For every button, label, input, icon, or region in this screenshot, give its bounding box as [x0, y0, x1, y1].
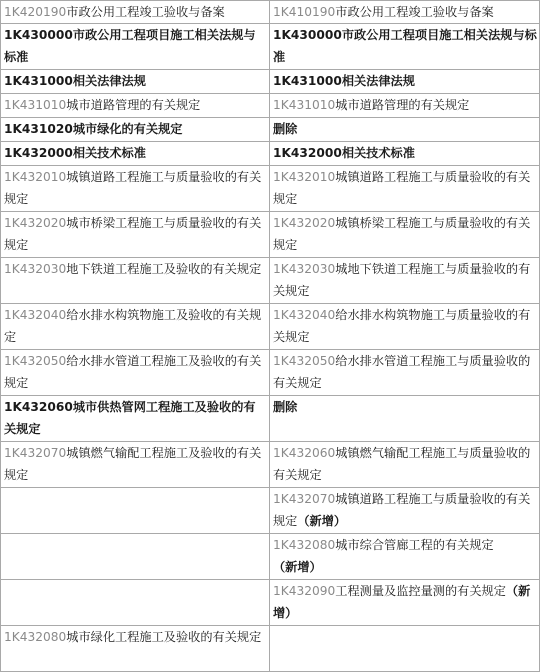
cell-text: [4, 98, 200, 112]
table-row: [1, 118, 540, 142]
cell-text: [273, 5, 494, 19]
section-code: 1K432010: [4, 170, 67, 184]
cell-text: [273, 354, 530, 390]
cell-text: [4, 5, 225, 19]
section-title: 城镇桥梁工程施工与质量验收的有关规定: [273, 216, 531, 252]
table-row: [1, 626, 540, 672]
cell-text: [4, 170, 261, 206]
section-title: 相关法律法规: [341, 74, 415, 88]
old-outline-cell: [1, 626, 270, 672]
table-row: [1, 142, 540, 166]
section-code: 1K432090: [273, 584, 336, 598]
new-outline-cell: [270, 142, 540, 166]
new-outline-cell: [270, 580, 540, 626]
cell-text: [273, 122, 297, 136]
old-outline-cell: [1, 258, 270, 304]
table-row: [1, 1, 540, 24]
cell-text: [4, 630, 261, 644]
table-row: [1, 212, 540, 258]
cell-text: [4, 122, 183, 136]
cell-text: [4, 400, 256, 436]
old-outline-cell: [1, 70, 270, 94]
section-title: 城市综合管廊工程的有关规定: [335, 538, 494, 552]
section-title: 给水排水构筑物施工与质量验收的有关规定: [273, 308, 531, 344]
section-title: 城市绿化工程施工及验收的有关规定: [66, 630, 262, 644]
section-title: 城市道路管理的有关规定: [66, 98, 201, 112]
cell-text: [4, 308, 261, 344]
section-code: 1K432030: [4, 262, 67, 276]
new-outline-cell: [270, 304, 540, 350]
new-outline-cell: [270, 118, 540, 142]
section-title: 城地下铁道工程施工与质量验收的有关规定: [273, 262, 531, 298]
table-row: [1, 580, 540, 626]
table-row: [1, 94, 540, 118]
cell-text: [273, 400, 297, 414]
section-title: 城市绿化的有关规定: [72, 122, 183, 136]
section-title: 给水排水构筑物施工及验收的有关规定: [4, 308, 262, 344]
section-title: 城镇道路工程施工与质量验收的有关规定: [273, 492, 531, 528]
section-code: 1K432010: [273, 170, 336, 184]
cell-text: [4, 74, 146, 88]
new-outline-cell: [270, 534, 540, 580]
section-title: 给水排水管道工程施工与质量验收的有关规定: [273, 354, 531, 390]
section-code: 1K410190: [273, 5, 336, 19]
new-outline-cell: [270, 258, 540, 304]
cell-text: [273, 98, 469, 112]
section-code: 1K420190: [4, 5, 67, 19]
section-title: 城镇道路工程施工与质量验收的有关规定: [4, 170, 262, 206]
new-outline-cell: [270, 626, 540, 672]
table-row: [1, 442, 540, 488]
old-outline-cell: [1, 142, 270, 166]
section-title: 相关技术标准: [72, 146, 146, 160]
old-outline-cell: [1, 304, 270, 350]
cell-text: [273, 74, 415, 88]
old-outline-cell: [1, 580, 270, 626]
section-title: 删除: [273, 122, 298, 136]
table-row: [1, 534, 540, 580]
section-title: 城镇道路工程施工与质量验收的有关规定: [273, 170, 531, 206]
table-row: [1, 396, 540, 442]
cell-text: [273, 216, 530, 252]
old-outline-cell: [1, 534, 270, 580]
section-code: 1K431020: [4, 122, 73, 136]
table-row: [1, 258, 540, 304]
cell-text: [4, 354, 261, 390]
table-body: [1, 1, 540, 672]
new-outline-cell: [270, 24, 540, 70]
old-outline-cell: [1, 212, 270, 258]
cell-text: [4, 446, 261, 482]
section-code: 1K432080: [273, 538, 336, 552]
new-outline-cell: [270, 166, 540, 212]
section-title: 城市道路管理的有关规定: [335, 98, 470, 112]
new-outline-cell: [270, 1, 540, 24]
old-outline-cell: [1, 396, 270, 442]
new-outline-cell: [270, 212, 540, 258]
new-outline-cell: [270, 442, 540, 488]
new-outline-cell: [270, 350, 540, 396]
old-outline-cell: [1, 442, 270, 488]
old-outline-cell: [1, 1, 270, 24]
section-code: 1K432070: [273, 492, 336, 506]
section-title: 删除: [273, 400, 298, 414]
cell-text: [273, 446, 530, 482]
section-code: 1K432050: [4, 354, 67, 368]
section-code: 1K432070: [4, 446, 67, 460]
section-title: 地下铁道工程施工及验收的有关规定: [66, 262, 262, 276]
cell-text: [4, 216, 261, 252]
section-title: 相关法律法规: [72, 74, 146, 88]
section-code: 1K431000: [273, 74, 342, 88]
section-title: 城镇燃气输配工程施工与质量验收的有关规定: [273, 446, 531, 482]
table-row: [1, 24, 540, 70]
section-code: 1K432000: [4, 146, 73, 160]
old-outline-cell: [1, 350, 270, 396]
cell-text: [273, 262, 530, 298]
table-row: [1, 488, 540, 534]
cell-text: [4, 262, 261, 276]
cell-text: [273, 538, 494, 574]
cell-text: [4, 28, 256, 64]
section-title: 城镇燃气输配工程施工及验收的有关规定: [4, 446, 262, 482]
old-outline-cell: [1, 488, 270, 534]
section-code: 1K432020: [273, 216, 336, 230]
new-tag: （新增）: [297, 514, 347, 528]
cell-text: [273, 146, 415, 160]
section-code: 1K432060: [273, 446, 336, 460]
section-title: 市政公用工程竣工验收与备案: [66, 5, 225, 19]
section-code: 1K432060: [4, 400, 73, 414]
cell-text: [4, 146, 146, 160]
new-outline-cell: [270, 70, 540, 94]
section-title: 市政公用工程项目施工相关法规与标准: [4, 28, 256, 64]
section-code: 1K432030: [273, 262, 336, 276]
new-tag: （新增）: [273, 584, 531, 620]
old-outline-cell: [1, 118, 270, 142]
new-tag: （新增）: [273, 560, 322, 574]
section-title: 市政公用工程项目施工相关法规与标准: [273, 28, 537, 64]
section-code: 1K431010: [4, 98, 67, 112]
new-outline-cell: [270, 488, 540, 534]
section-code: 1K431000: [4, 74, 73, 88]
section-title: 相关技术标准: [341, 146, 415, 160]
cell-text: [273, 584, 530, 620]
section-code: 1K431010: [273, 98, 336, 112]
section-code: 1K432020: [4, 216, 67, 230]
section-title: 城市供热管网工程施工及验收的有关规定: [4, 400, 256, 436]
table-row: [1, 166, 540, 212]
old-outline-cell: [1, 94, 270, 118]
section-title: 工程测量及监控量测的有关规定: [335, 584, 506, 598]
section-code: 1K432050: [273, 354, 336, 368]
table-row: [1, 350, 540, 396]
new-outline-cell: [270, 396, 540, 442]
old-outline-cell: [1, 166, 270, 212]
section-code: 1K432000: [273, 146, 342, 160]
table-row: [1, 70, 540, 94]
cell-text: [273, 492, 530, 528]
cell-text: [273, 28, 537, 64]
section-title: 给水排水管道工程施工及验收的有关规定: [4, 354, 262, 390]
section-title: 城市桥梁工程施工与质量验收的有关规定: [4, 216, 262, 252]
section-code: 1K432040: [273, 308, 336, 322]
section-code: 1K430000: [273, 28, 342, 42]
section-title: 市政公用工程竣工验收与备案: [335, 5, 494, 19]
cell-text: [273, 308, 530, 344]
table-row: [1, 304, 540, 350]
old-outline-cell: [1, 24, 270, 70]
cell-text: [273, 170, 530, 206]
section-code: 1K432040: [4, 308, 67, 322]
new-outline-cell: [270, 94, 540, 118]
section-code: 1K430000: [4, 28, 73, 42]
section-code: 1K432080: [4, 630, 67, 644]
